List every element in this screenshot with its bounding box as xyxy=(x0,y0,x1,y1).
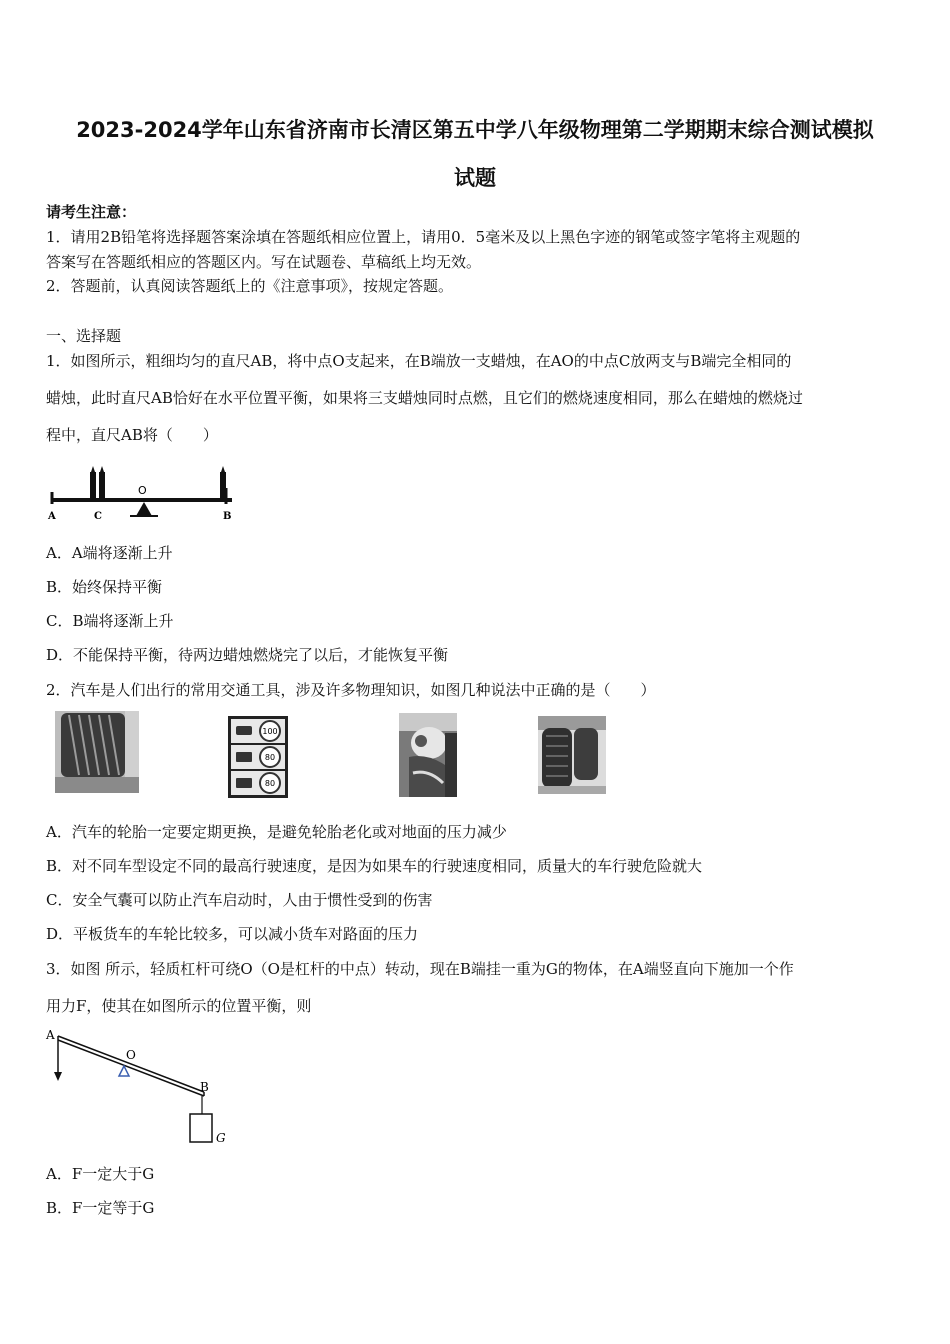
fig1-label-a: A xyxy=(48,511,56,522)
q2-option-b: B．对不同车型设定不同的最高行驶速度，是因为如果车的行驶速度相同，质量大的车行驶危险就大 xyxy=(46,857,703,875)
q3-stem-continued: 用力F，使其在如图所示的位置平衡，则 xyxy=(46,997,312,1015)
q3-option-b: B．F一定等于G xyxy=(46,1199,155,1217)
ruler-balance-figure xyxy=(46,458,246,524)
tire-tread-photo xyxy=(55,711,139,793)
notice-item-1-continued: 答案写在答题纸相应的答题区内。写在试题卷、草稿纸上均无效。 xyxy=(46,253,482,271)
q2-option-a: A．汽车的轮胎一定要定期更换，是避免轮胎老化或对地面的压力减少 xyxy=(46,823,507,841)
q1-option-d: D．不能保持平衡，待两边蜡烛燃烧完了以后，才能恢复平衡 xyxy=(46,646,449,664)
q3-stem: 3．如图 所示，轻质杠杆可绕O（O是杠杆的中点）转动，现在B端挂一重为G的物体，在A端竖直向下施加一个作 xyxy=(46,960,794,978)
fig1-label-c: C xyxy=(94,511,102,522)
q1-stem: 1．如图所示，粗细均匀的直尺AB，将中点O支起来，在B端放一支蜡烛，在AO的中点C放两支与B端完全相同的 xyxy=(46,352,792,370)
q1-option-c: C．B端将逐渐上升 xyxy=(46,612,174,630)
q1-stem-continued: 蜡烛，此时直尺AB恰好在水平位置平衡，如果将三支蜡烛同时点燃，且它们的燃烧速度相同，那么在蜡烛的燃烧过 xyxy=(46,389,803,407)
sign-value-3: 80 xyxy=(264,779,276,788)
fig1-label-b: B xyxy=(223,511,232,522)
section-heading: 一、选择题 xyxy=(46,327,122,345)
fig3-label-g: G xyxy=(216,1131,226,1145)
q1-option-b: B．始终保持平衡 xyxy=(46,578,163,596)
q3-option-a: A．F一定大于G xyxy=(46,1165,155,1183)
truck-wheels-photo xyxy=(538,716,606,794)
page-title: 2023-2024学年山东省济南市长清区第五中学八年级物理第二学期期末综合测试模拟 xyxy=(76,118,874,142)
speed-limit-sign-photo xyxy=(228,716,288,798)
fig3-label-o: O xyxy=(126,1048,136,1062)
fig1-label-o: O xyxy=(138,484,147,497)
q2-option-c: C．安全气囊可以防止汽车启动时，人由于惯性受到的伤害 xyxy=(46,891,433,909)
notice-heading: 请考生注意： xyxy=(46,203,137,221)
airbag-photo xyxy=(399,713,457,797)
fig3-label-a: A xyxy=(46,1028,55,1042)
fig3-label-b: B xyxy=(200,1080,209,1094)
q2-option-d: D．平板货车的车轮比较多，可以减小货车对路面的压力 xyxy=(46,925,419,943)
sign-value-1: 100 xyxy=(262,727,278,736)
lever-figure xyxy=(42,1026,242,1152)
q2-stem: 2．汽车是人们出行的常用交通工具，涉及许多物理知识，如图几种说法中正确的是（ ） xyxy=(46,681,656,699)
q1-option-a: A．A端将逐渐上升 xyxy=(46,544,173,562)
q1-stem-end: 程中，直尺AB将（ ） xyxy=(46,426,218,444)
page-title-continued: 试题 xyxy=(454,166,496,190)
sign-value-2: 80 xyxy=(264,753,276,762)
notice-item-2: 2．答题前，认真阅读答题纸上的《注意事项》，按规定答题。 xyxy=(46,277,454,295)
notice-item-1: 1．请用2B铅笔将选择题答案涂填在答题纸相应位置上，请用0．5毫米及以上黑色字迹的钢笔或签字笔将主观题的 xyxy=(46,228,801,246)
